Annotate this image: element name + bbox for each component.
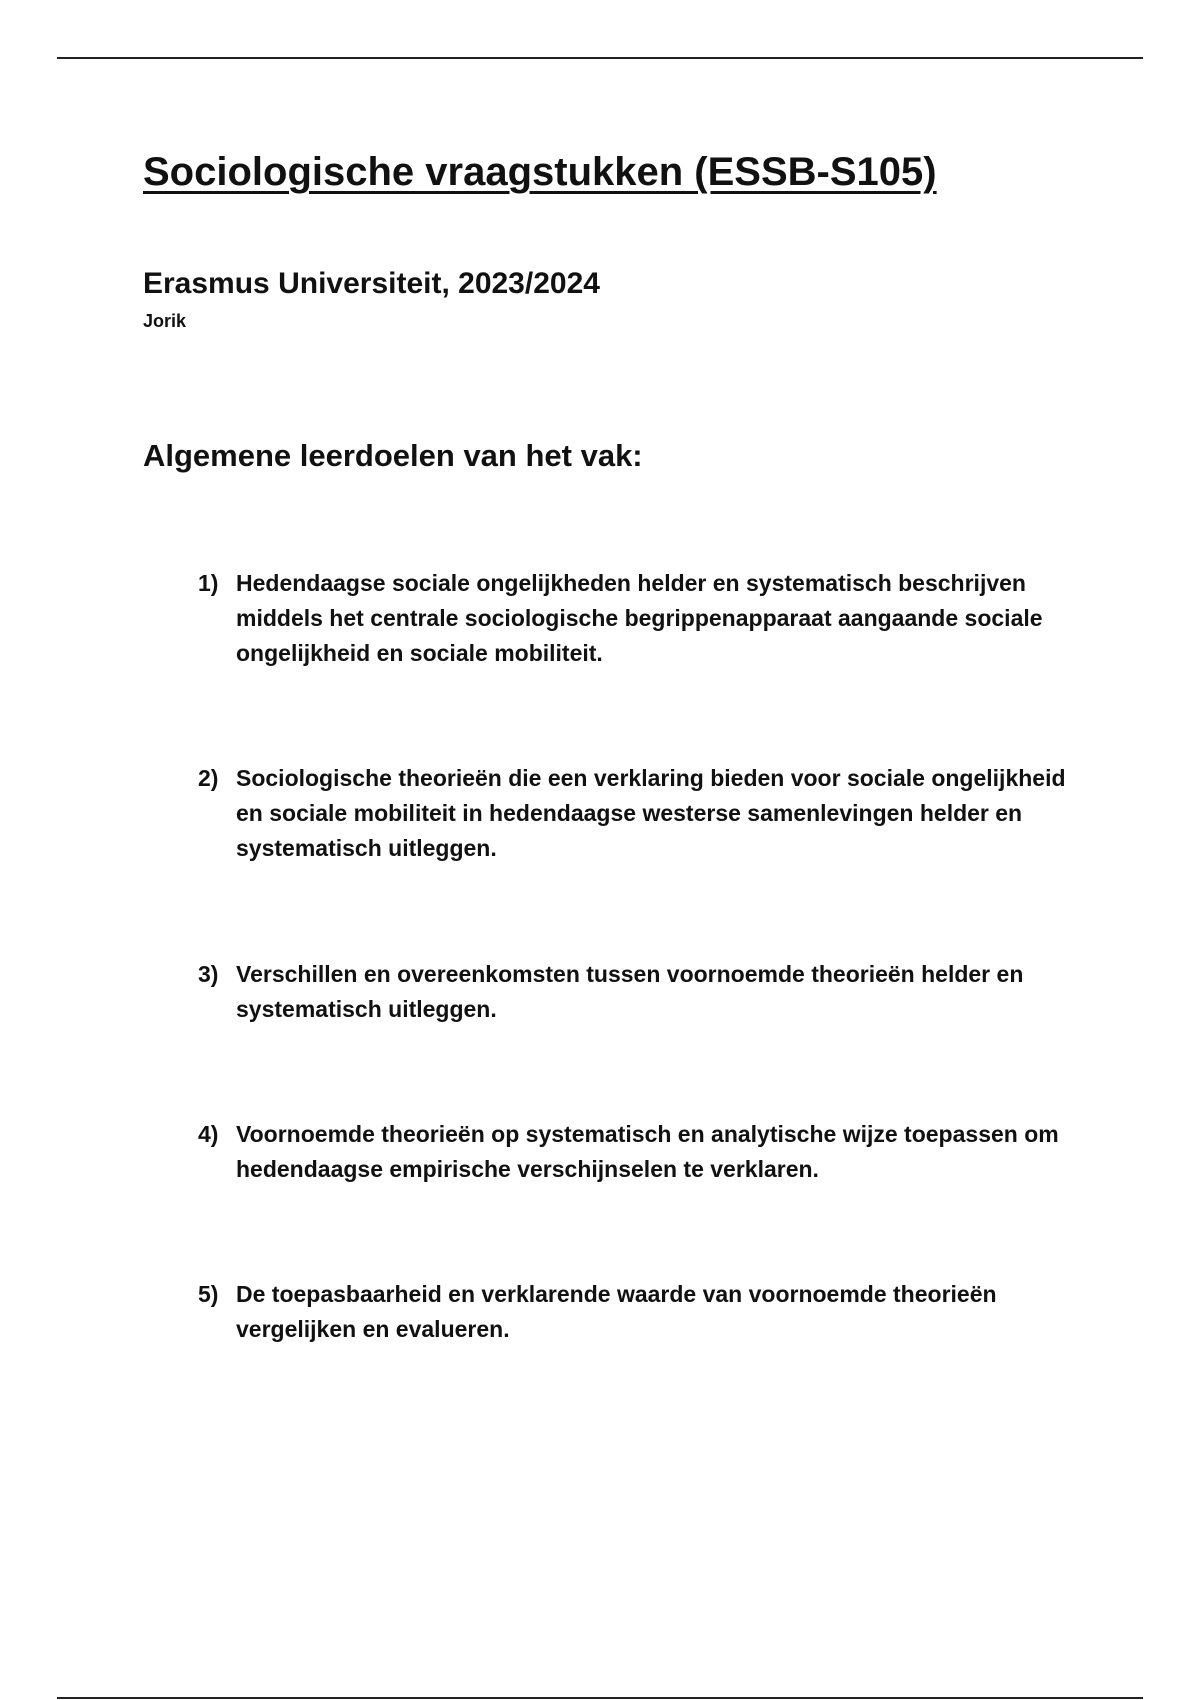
section-heading: Algemene leerdoelen van het vak: — [143, 438, 643, 473]
learning-goal-2 — [198, 761, 1078, 866]
learning-goal-4 — [198, 1117, 1078, 1187]
learning-goal-1 — [198, 566, 1078, 671]
goal-text: Voornoemde theorieën op systematisch en analytische wijze toepassen om hedendaagse empirische verschijnselen te verklaren. — [236, 1121, 1059, 1182]
goal-number: 2) — [198, 765, 219, 791]
author-name: Jorik — [143, 311, 187, 331]
document-title: Sociologische vraagstukken (ESSB-S105) — [143, 150, 937, 194]
learning-goal-5 — [198, 1277, 1078, 1347]
learning-goal-3 — [198, 957, 1078, 1027]
footer-rule — [57, 1697, 1143, 1699]
goal-number: 5) — [198, 1281, 219, 1307]
goal-text: Hedendaagse sociale ongelijkheden helder en systematisch beschrijven middels het centrale sociologische begrippenapparaat aangaande sociale ongelijkheid en sociale mobiliteit. — [236, 570, 1043, 666]
goal-text: Sociologische theorieën die een verklaring bieden voor sociale ongelijkheid en sociale mobiliteit in hedendaagse westerse samenlevingen helder en systematisch uitleggen. — [236, 765, 1066, 861]
university-line: Erasmus Universiteit, 2023/2024 — [143, 267, 600, 300]
goal-number: 3) — [198, 961, 219, 987]
goal-number: 4) — [198, 1121, 219, 1147]
header-rule — [57, 57, 1143, 59]
goal-number: 1) — [198, 570, 219, 596]
goal-text: Verschillen en overeenkomsten tussen voornoemde theorieën helder en systematisch uitleggen. — [236, 961, 1024, 1022]
goal-text: De toepasbaarheid en verklarende waarde van voornoemde theorieën vergelijken en evalueren. — [236, 1281, 997, 1342]
